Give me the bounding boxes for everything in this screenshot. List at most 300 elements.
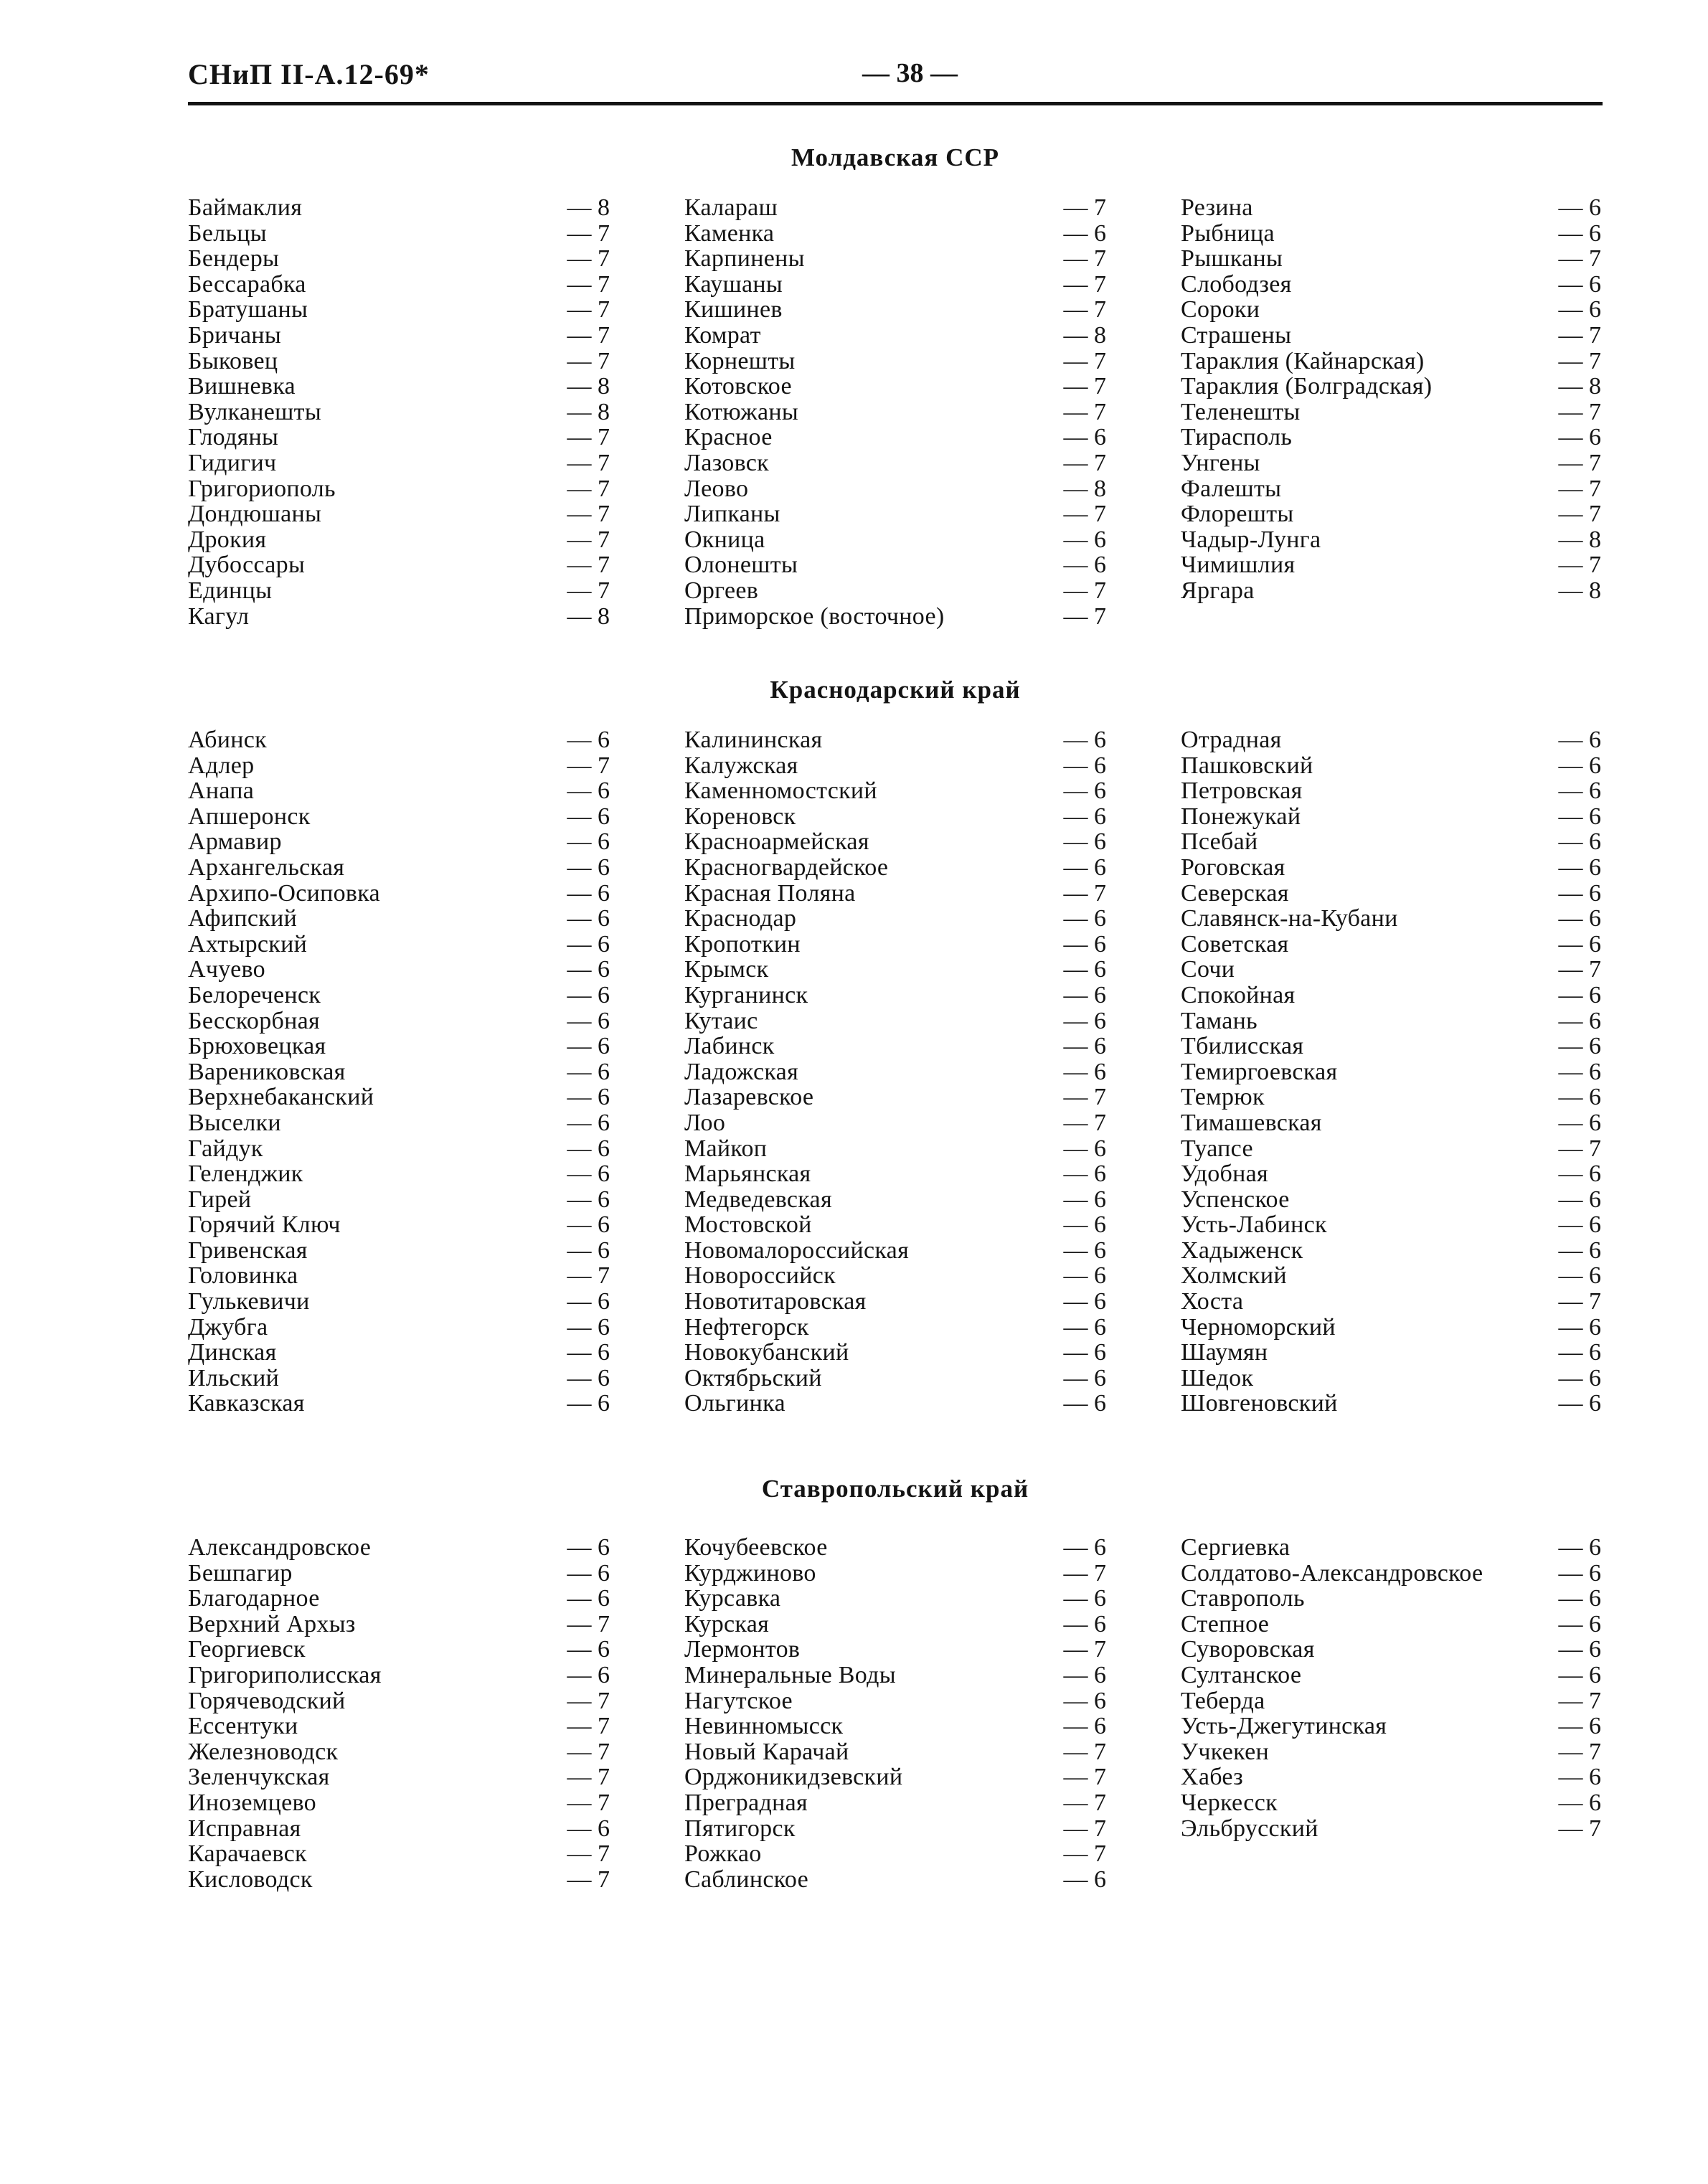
settlement-name: Калининская	[684, 727, 823, 753]
list-item	[188, 1391, 610, 1417]
settlement-value: — 7	[567, 752, 610, 779]
settlement-name: Советская	[1181, 930, 1289, 958]
list-item	[684, 1739, 1106, 1765]
settlement-name: Баймаклия	[188, 194, 303, 221]
settlement-value: — 6	[1063, 1534, 1106, 1561]
settlement-value: — 7	[1558, 347, 1601, 374]
list-item	[188, 297, 610, 323]
list-item	[188, 1713, 610, 1739]
settlement-name: Медведевская	[684, 1186, 832, 1213]
list-item	[188, 1034, 610, 1059]
list-item	[684, 1136, 1106, 1162]
settlement-name: Преградная	[684, 1789, 808, 1816]
settlement-name: Тимашевская	[1181, 1109, 1322, 1136]
settlement-name: Роговская	[1181, 854, 1285, 881]
list-item	[1181, 957, 1601, 983]
settlement-name: Мостовской	[684, 1211, 812, 1239]
settlement-value: — 6	[1063, 1661, 1106, 1688]
settlement-value: — 6	[567, 1237, 610, 1264]
settlement-name: Каменномостский	[684, 777, 877, 805]
list-item	[1181, 1663, 1601, 1688]
settlement-name: Кропоткин	[684, 930, 801, 958]
list-item	[684, 778, 1106, 804]
settlement-name: Псебай	[1181, 828, 1258, 856]
settlement-value: — 6	[567, 930, 610, 958]
settlement-value: — 7	[567, 1262, 610, 1290]
settlement-name: Вулканешты	[188, 398, 321, 425]
list-item	[1181, 932, 1601, 958]
settlement-value: — 7	[567, 270, 610, 298]
settlement-name: Варениковская	[188, 1058, 346, 1085]
list-item	[684, 349, 1106, 374]
settlement-value: — 7	[1063, 296, 1106, 323]
list-item	[684, 753, 1106, 779]
list-item	[684, 1084, 1106, 1110]
settlement-name: Учкекен	[1181, 1738, 1269, 1765]
settlement-name: Теберда	[1181, 1687, 1265, 1714]
settlement-value: — 6	[1558, 930, 1601, 958]
list-item	[1181, 1713, 1601, 1739]
settlement-value: — 6	[1063, 981, 1106, 1008]
list-item	[188, 1867, 610, 1893]
settlement-name: Хадыженск	[1181, 1237, 1303, 1264]
settlement-name: Шаумян	[1181, 1339, 1268, 1366]
settlement-name: Невинномысск	[684, 1713, 844, 1740]
settlement-value: — 6	[567, 1815, 610, 1842]
settlement-name: Кавказская	[188, 1390, 305, 1417]
header-rule	[188, 102, 1603, 105]
settlement-name: Усть-Лабинск	[1181, 1211, 1327, 1239]
settlement-value: — 8	[567, 398, 610, 425]
settlement-name: Бессарабка	[188, 270, 306, 298]
settlement-value: — 7	[1558, 501, 1601, 528]
list-item	[684, 804, 1106, 830]
settlement-name: Дрокия	[188, 526, 267, 553]
settlement-name: Суворовская	[1181, 1636, 1315, 1663]
settlement-value: — 6	[1063, 1610, 1106, 1637]
list-item	[684, 1238, 1106, 1264]
settlement-name: Кисловодск	[188, 1866, 313, 1893]
settlement-name: Яргара	[1181, 577, 1255, 604]
settlement-value: — 6	[1558, 1713, 1601, 1740]
list-item	[1181, 1391, 1601, 1417]
list-item	[188, 1212, 610, 1238]
list-item	[684, 1366, 1106, 1391]
list-item	[1181, 1586, 1601, 1612]
list-item	[684, 881, 1106, 907]
column-1	[188, 1535, 610, 1892]
list-item	[684, 1561, 1106, 1587]
list-item	[1181, 1238, 1601, 1264]
settlement-name: Курганинск	[684, 981, 808, 1008]
settlement-value: — 6	[1063, 930, 1106, 958]
settlement-value: — 7	[567, 1610, 610, 1637]
list-item	[1181, 1034, 1601, 1059]
settlement-name: Григориополь	[188, 475, 336, 502]
settlement-value: — 6	[1558, 1058, 1601, 1085]
settlement-name: Брюховецкая	[188, 1033, 326, 1060]
list-item	[684, 1034, 1106, 1059]
settlement-name: Курджиново	[684, 1559, 816, 1587]
list-item	[188, 349, 610, 374]
list-item	[1181, 1110, 1601, 1136]
list-item	[188, 272, 610, 298]
column-3	[1181, 1535, 1601, 1841]
settlement-name: Славянск-на-Кубани	[1181, 905, 1398, 932]
list-item	[1181, 323, 1601, 349]
list-item	[1181, 1187, 1601, 1213]
page-number: — 38 —	[862, 58, 958, 88]
list-item	[188, 1535, 610, 1561]
settlement-name: Иноземцево	[188, 1789, 316, 1816]
settlement-value: — 6	[1063, 956, 1106, 983]
settlement-value: — 7	[1558, 321, 1601, 349]
settlement-value: — 7	[1558, 956, 1601, 983]
settlement-name: Лазовск	[684, 449, 769, 476]
settlement-name: Каменка	[684, 219, 775, 247]
list-item	[1181, 272, 1601, 298]
list-item	[1181, 727, 1601, 753]
settlement-name: Холмский	[1181, 1262, 1287, 1290]
list-item	[684, 1535, 1106, 1561]
settlement-name: Понежукай	[1181, 803, 1301, 830]
settlement-name: Новотитаровская	[684, 1288, 867, 1315]
settlement-name: Горячеводский	[188, 1687, 346, 1714]
settlement-name: Орджоникидзевский	[684, 1764, 903, 1791]
settlement-value: — 7	[567, 1840, 610, 1868]
settlement-name: Отрадная	[1181, 727, 1282, 753]
settlement-value: — 6	[567, 1084, 610, 1111]
list-item	[188, 906, 610, 932]
settlement-value: — 6	[567, 879, 610, 907]
settlement-value: — 7	[1063, 1109, 1106, 1136]
settlement-value: — 6	[1558, 1610, 1601, 1637]
list-item	[1181, 501, 1601, 527]
list-item	[684, 1764, 1106, 1790]
settlement-name: Каушаны	[684, 270, 783, 298]
settlement-value: — 8	[1063, 321, 1106, 349]
settlement-name: Тараклия (Кайнарская)	[1181, 347, 1425, 374]
settlement-value: — 6	[1063, 526, 1106, 553]
settlement-value: — 6	[1063, 1288, 1106, 1315]
list-item	[188, 195, 610, 221]
settlement-value: — 6	[1063, 854, 1106, 881]
settlement-value: — 6	[1558, 752, 1601, 779]
settlement-value: — 7	[567, 1764, 610, 1791]
settlement-value: — 6	[1063, 1033, 1106, 1060]
list-item	[188, 246, 610, 272]
settlement-name: Выселки	[188, 1109, 281, 1136]
settlement-value: — 6	[1063, 828, 1106, 856]
settlement-name: Ольгинка	[684, 1390, 785, 1417]
list-item	[188, 1739, 610, 1765]
settlement-value: — 6	[1558, 1313, 1601, 1341]
settlement-name: Окница	[684, 526, 765, 553]
settlement-value: — 6	[1558, 1262, 1601, 1290]
settlement-value: — 7	[1063, 501, 1106, 528]
settlement-value: — 6	[567, 1390, 610, 1417]
settlement-name: Калараш	[684, 194, 778, 221]
settlement-value: — 6	[1063, 1186, 1106, 1213]
settlement-value: — 6	[567, 828, 610, 856]
list-item	[1181, 1340, 1601, 1366]
settlement-name: Тараклия (Болградская)	[1181, 373, 1433, 400]
list-item	[188, 221, 610, 247]
settlement-value: — 6	[567, 1559, 610, 1587]
settlement-value: — 6	[1063, 1262, 1106, 1290]
settlement-name: Гулькевичи	[188, 1288, 310, 1315]
list-item	[1181, 246, 1601, 272]
settlement-value: — 7	[567, 347, 610, 374]
list-item	[684, 221, 1106, 247]
settlement-value: — 7	[1063, 1815, 1106, 1842]
list-item	[684, 323, 1106, 349]
settlement-value: — 6	[1558, 1109, 1601, 1136]
settlement-value: — 6	[1558, 1084, 1601, 1111]
list-item	[188, 778, 610, 804]
list-item	[684, 983, 1106, 1008]
settlement-value: — 6	[1063, 803, 1106, 830]
settlement-name: Котовское	[684, 373, 792, 400]
list-item	[188, 932, 610, 958]
settlement-name: Котюжаны	[684, 398, 798, 425]
settlement-value: — 6	[1063, 1160, 1106, 1188]
list-item	[188, 374, 610, 400]
list-item	[684, 727, 1106, 753]
settlement-name: Слободзея	[1181, 270, 1292, 298]
settlement-value: — 7	[1063, 602, 1106, 630]
list-item	[188, 604, 610, 630]
column-2	[684, 195, 1106, 629]
list-item	[188, 527, 610, 553]
settlement-name: Гирей	[188, 1186, 252, 1213]
settlement-value: — 6	[1063, 1313, 1106, 1341]
settlement-name: Крымск	[684, 956, 769, 983]
settlement-value: — 6	[567, 1211, 610, 1239]
settlement-name: Туапсе	[1181, 1135, 1253, 1162]
settlement-name: Султанское	[1181, 1661, 1302, 1688]
settlement-name: Лермонтов	[684, 1636, 801, 1663]
list-item	[684, 1688, 1106, 1714]
list-item	[188, 1315, 610, 1341]
list-item	[188, 1161, 610, 1187]
list-item	[1181, 221, 1601, 247]
settlement-name: Головинка	[188, 1262, 298, 1290]
settlement-value: — 7	[1063, 373, 1106, 400]
list-item	[684, 1340, 1106, 1366]
list-item	[684, 501, 1106, 527]
settlement-name: Ладожская	[684, 1058, 799, 1085]
settlement-name: Кишинев	[684, 296, 783, 323]
column-1	[188, 727, 610, 1417]
document-code: СНиП II-А.12-69*	[188, 58, 430, 90]
settlement-value: — 6	[1558, 296, 1601, 323]
settlement-name: Горячий Ключ	[188, 1211, 341, 1239]
settlement-name: Джубга	[188, 1313, 268, 1341]
settlement-value: — 6	[567, 1288, 610, 1315]
settlement-value: — 7	[567, 1789, 610, 1816]
settlement-name: Октябрьский	[684, 1364, 822, 1391]
settlement-value: — 6	[1558, 1364, 1601, 1391]
list-item	[188, 1816, 610, 1842]
settlement-name: Пашковский	[1181, 752, 1313, 779]
list-item	[1181, 983, 1601, 1008]
settlement-value: — 6	[1063, 1866, 1106, 1893]
settlement-value: — 6	[1063, 752, 1106, 779]
settlement-value: — 6	[1063, 1211, 1106, 1239]
settlement-name: Сочи	[1181, 956, 1235, 983]
list-item	[188, 501, 610, 527]
settlement-value: — 7	[567, 552, 610, 579]
list-item	[188, 881, 610, 907]
settlement-value: — 6	[1063, 1713, 1106, 1740]
settlement-value: — 6	[567, 1135, 610, 1162]
settlement-name: Хабез	[1181, 1764, 1243, 1791]
list-item	[684, 1110, 1106, 1136]
list-item	[188, 855, 610, 881]
settlement-name: Чадыр-Лунга	[1181, 526, 1321, 553]
settlement-name: Новороссийск	[684, 1262, 836, 1290]
list-item	[684, 425, 1106, 450]
settlement-name: Бешпагир	[188, 1559, 293, 1587]
settlement-name: Северская	[1181, 879, 1289, 907]
settlement-value: — 7	[567, 449, 610, 476]
settlement-name: Гайдук	[188, 1135, 263, 1162]
settlement-name: Оргеев	[684, 577, 759, 604]
settlement-value: — 6	[567, 1058, 610, 1085]
list-item	[684, 932, 1106, 958]
settlement-name: Ставрополь	[1181, 1585, 1305, 1612]
settlement-name: Григориполисская	[188, 1661, 382, 1688]
settlement-value: — 6	[567, 1364, 610, 1391]
settlement-value: — 6	[1063, 777, 1106, 805]
settlement-name: Тирасполь	[1181, 424, 1293, 451]
settlement-value: — 7	[1558, 1135, 1601, 1162]
settlement-value: — 6	[1558, 270, 1601, 298]
settlement-name: Пятигорск	[684, 1815, 796, 1842]
settlement-name: Олонешты	[684, 552, 798, 579]
settlement-value: — 6	[567, 854, 610, 881]
settlement-name: Рышканы	[1181, 245, 1283, 273]
list-item	[1181, 1366, 1601, 1391]
settlement-name: Унгены	[1181, 449, 1260, 476]
list-item	[684, 906, 1106, 932]
settlement-value: — 6	[1558, 1007, 1601, 1034]
settlement-value: — 7	[1063, 1789, 1106, 1816]
settlement-value: — 6	[1063, 1364, 1106, 1391]
settlement-name: Фалешты	[1181, 475, 1282, 502]
settlement-name: Бендеры	[188, 245, 280, 273]
settlement-value: — 6	[1558, 1390, 1601, 1417]
settlement-name: Бричаны	[188, 321, 282, 349]
list-item	[1181, 906, 1601, 932]
settlement-name: Курсавка	[684, 1585, 781, 1612]
settlement-value: — 6	[1558, 1661, 1601, 1688]
settlement-value: — 6	[1063, 727, 1106, 753]
list-item	[1181, 1764, 1601, 1790]
list-item	[684, 246, 1106, 272]
settlement-value: — 7	[1063, 1738, 1106, 1765]
settlement-value: — 6	[1063, 219, 1106, 247]
settlement-name: Братушаны	[188, 296, 308, 323]
settlement-value: — 7	[1063, 879, 1106, 907]
list-item	[188, 1084, 610, 1110]
settlement-name: Рыбница	[1181, 219, 1275, 247]
settlement-name: Дондюшаны	[188, 501, 322, 528]
list-item	[188, 1790, 610, 1816]
settlement-name: Успенское	[1181, 1186, 1290, 1213]
settlement-name: Лабинск	[684, 1033, 775, 1060]
settlement-value: — 7	[1558, 398, 1601, 425]
settlement-name: Бельцы	[188, 219, 267, 247]
settlement-name: Верхнебаканский	[188, 1084, 374, 1111]
list-item	[1181, 1535, 1601, 1561]
settlement-name: Ахтырский	[188, 930, 308, 958]
list-item	[188, 1366, 610, 1391]
list-item	[188, 425, 610, 450]
list-item	[1181, 195, 1601, 221]
list-item	[684, 957, 1106, 983]
list-item	[1181, 1084, 1601, 1110]
list-item	[684, 1637, 1106, 1663]
settlement-name: Саблинское	[684, 1866, 808, 1893]
settlement-value: — 7	[1063, 1840, 1106, 1868]
list-item	[684, 1586, 1106, 1612]
list-item	[684, 1315, 1106, 1341]
list-item	[684, 604, 1106, 630]
list-item	[188, 1008, 610, 1034]
settlement-name: Шедок	[1181, 1364, 1254, 1391]
settlement-name: Глодяны	[188, 424, 279, 451]
settlement-name: Удобная	[1181, 1160, 1268, 1188]
settlement-name: Динская	[188, 1339, 277, 1366]
settlement-value: — 6	[1558, 854, 1601, 881]
list-item	[684, 1790, 1106, 1816]
settlement-name: Геленджик	[188, 1160, 303, 1188]
list-item	[1181, 1212, 1601, 1238]
settlement-name: Черноморский	[1181, 1313, 1336, 1341]
settlement-value: — 7	[1063, 1636, 1106, 1663]
list-item	[1181, 1637, 1601, 1663]
settlement-value: — 6	[1063, 1237, 1106, 1264]
settlement-value: — 6	[1558, 1339, 1601, 1366]
settlement-value: — 7	[1063, 577, 1106, 604]
settlement-value: — 7	[1558, 449, 1601, 476]
settlement-name: Чимишлия	[1181, 552, 1296, 579]
list-item	[684, 400, 1106, 425]
settlement-name: Черкесск	[1181, 1789, 1278, 1816]
list-item	[684, 1816, 1106, 1842]
settlement-name: Курская	[684, 1610, 770, 1637]
list-item	[1181, 578, 1601, 604]
settlement-value: — 7	[567, 1738, 610, 1765]
settlement-name: Петровская	[1181, 777, 1303, 805]
settlement-value: — 8	[567, 602, 610, 630]
section-title: Молдавская ССР	[791, 143, 1000, 171]
settlement-name: Нефтегорск	[684, 1313, 809, 1341]
list-item	[684, 297, 1106, 323]
settlement-name: Дубоссары	[188, 552, 306, 579]
settlement-value: — 7	[1558, 475, 1601, 502]
settlement-name: Теленешты	[1181, 398, 1301, 425]
section-title: Ставропольский край	[761, 1475, 1029, 1503]
list-item	[188, 957, 610, 983]
list-item	[684, 1059, 1106, 1085]
settlement-name: Верхний Архыз	[188, 1610, 356, 1637]
list-item	[188, 727, 610, 753]
list-item	[684, 1663, 1106, 1688]
settlement-value: — 7	[567, 219, 610, 247]
